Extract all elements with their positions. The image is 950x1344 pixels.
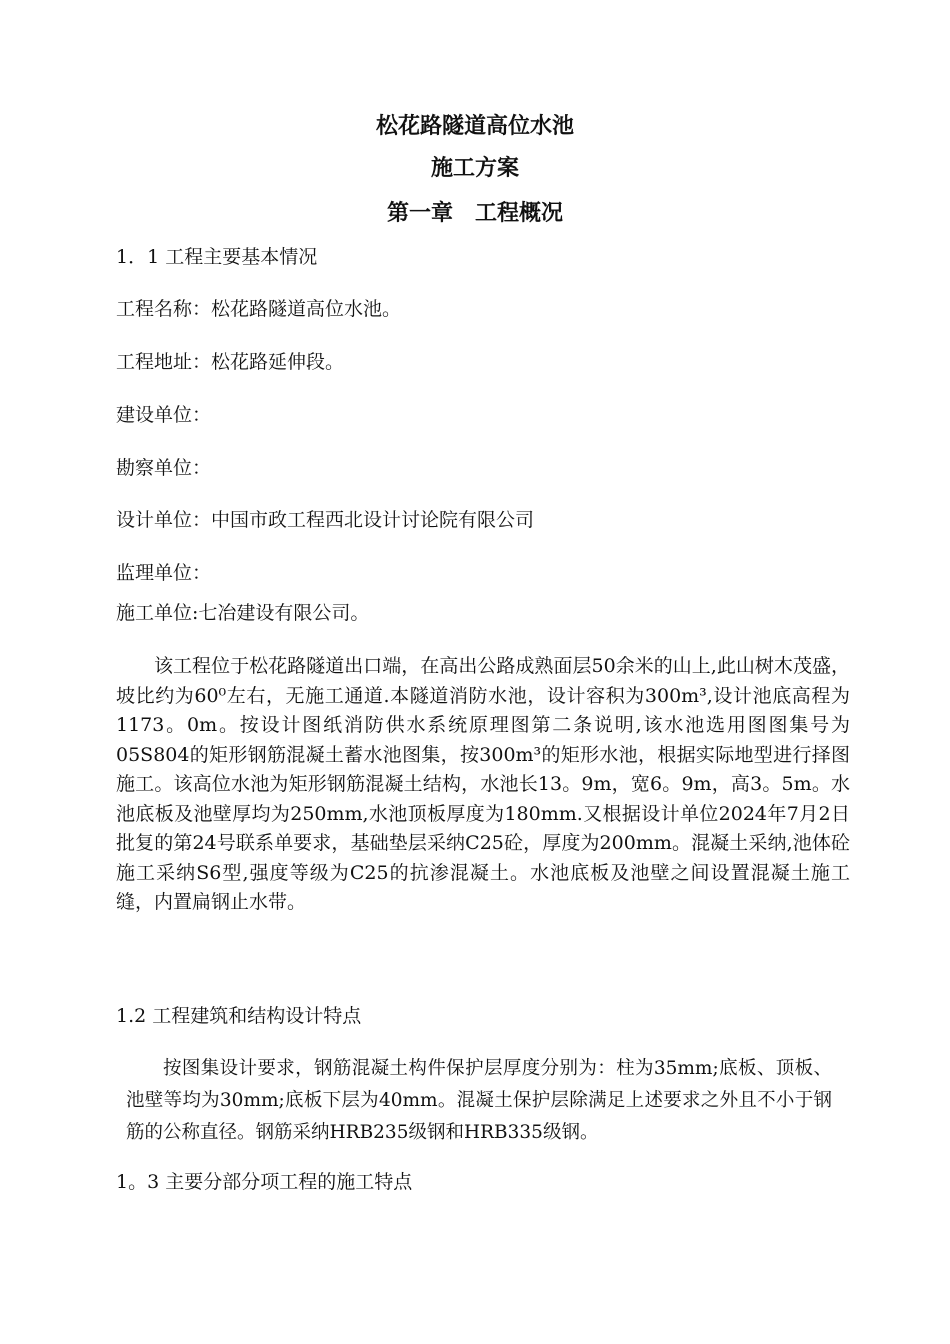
document-title: 松花路隧道高位水池 xyxy=(375,114,574,139)
builder-unit: 施工单位:七冶建设有限公司。 xyxy=(116,602,370,624)
overview-paragraph: 该工程位于松花路隧道出口端，在高出公路成熟面层50余米的山上,此山树木茂盛，坡比约为60⁰左右，无施工通道.本隧道消防水池，设计容积为300m³,设计池底高程为1173。0m。按设计图纸消防供水系统原理图第二条说明,该水池选用图图集号为05S804的矩形钢筋混凝土蓄水池图集，按300m³的矩形水池，根据实际地型进行择图施工。该高位水池为矩形钢筋混凝土结构，水池长13。9m，宽6。9m，高3。5m。水池底板及池壁厚均为250mm,水池顶板厚度为180mm.又根据设计单位2024年7月2日批复的第24号联系单要求，基础垫层采纳C25砼，厚度为200mm。混凝土采纳,池体砼施工采纳S6型,强度等级为C25的抗渗混凝土。水池底板及池壁之间设置混凝土施工缝，内置扁钢止水带。 xyxy=(116,655,850,913)
project-name: 工程名称：松花路隧道高位水池。 xyxy=(116,298,402,320)
document-subtitle: 施工方案 xyxy=(430,156,519,181)
section-heading-1-1: 1．1 工程主要基本情况 xyxy=(116,246,318,268)
section-heading-1-3: 1。3 主要分部分项工程的施工特点 xyxy=(116,1171,413,1193)
construction-unit: 建设单位： xyxy=(116,404,212,426)
survey-unit: 勘察单位： xyxy=(116,457,212,479)
project-address: 工程地址：松花路延伸段。 xyxy=(116,351,345,373)
section-heading-1-2: 1.2 工程建筑和结构设计特点 xyxy=(116,1005,362,1027)
design-features-paragraph: 按图集设计要求，钢筋混凝土构件保护层厚度分别为：柱为35mm;底板、顶板、池壁等均为30mm;底板下层为40mm。混凝土保护层除满足上述要求之外且不小于钢筋的公称直径。钢筋采纳HRB235级钢和HRB335级钢。 xyxy=(126,1058,832,1143)
design-unit: 设计单位：中国市政工程西北设计讨论院有限公司 xyxy=(116,509,535,531)
supervision-unit: 监理单位： xyxy=(116,562,212,584)
chapter-heading: 第一章 工程概况 xyxy=(386,201,563,226)
